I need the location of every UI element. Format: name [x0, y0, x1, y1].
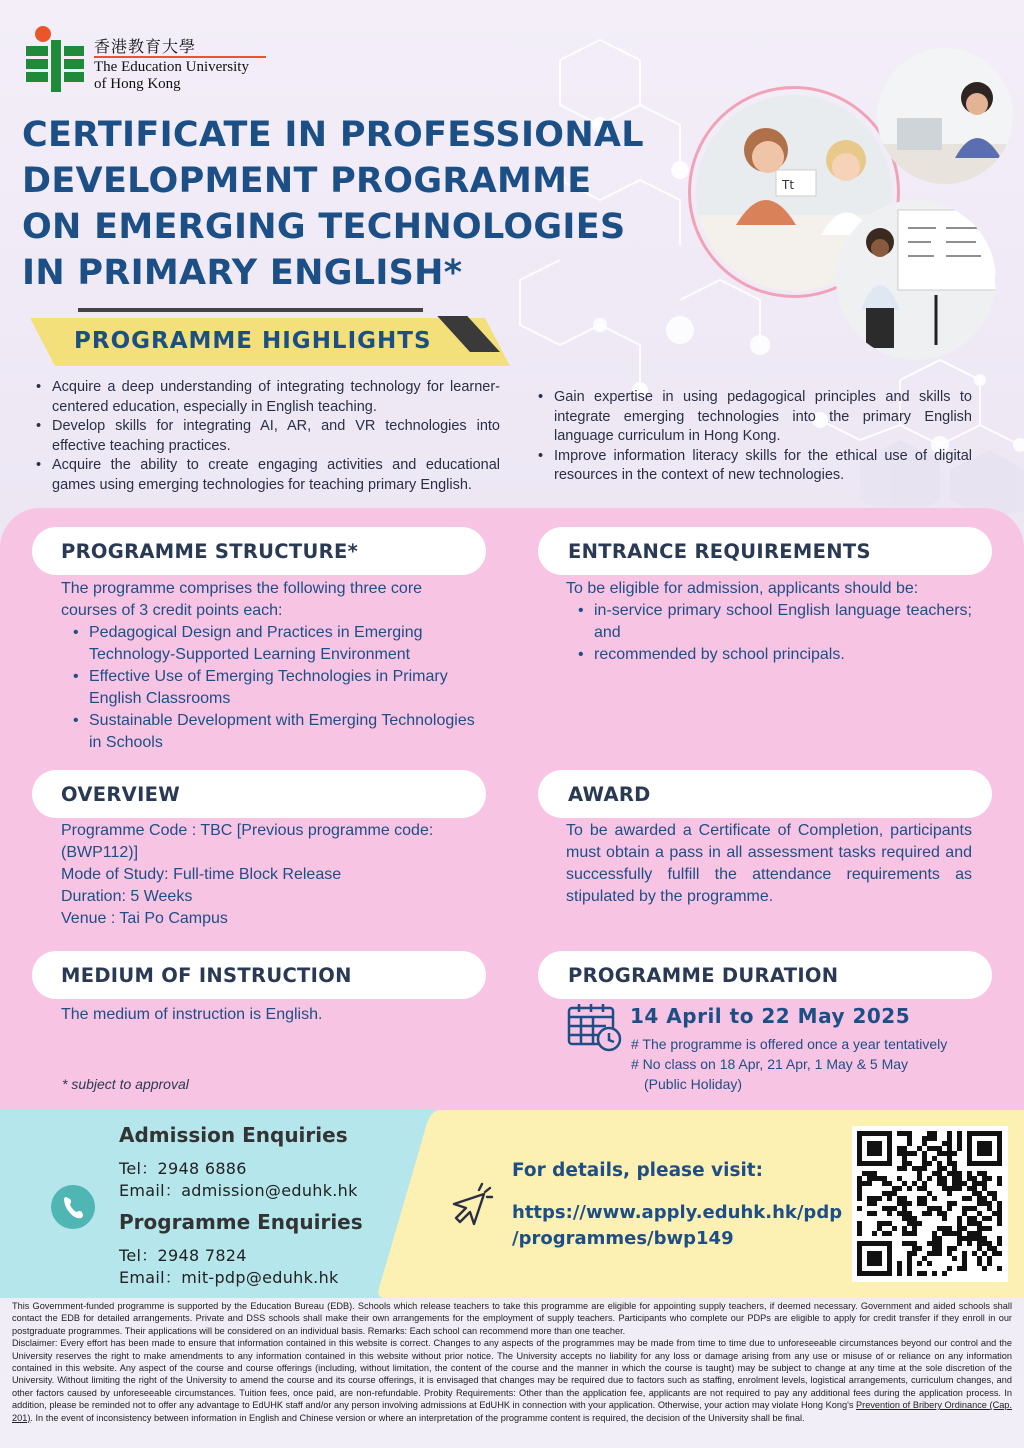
list-item: • Sustainable Development with Emerging Technologies in Schools	[61, 710, 481, 754]
title-line: ON EMERGING TECHNOLOGIES	[22, 207, 626, 247]
logo-chinese-name: 香港教育大學	[94, 37, 197, 56]
disclaimer-text: Disclaimer: Every effort has been made to ensure that information contained in this website is correct. Changes to any aspects of the programmes may be made from time to time due to unforeseeable circumstances beyond our control and the University reserves the right to make amendments to any information contained in this website without prior notice. The University accepts no liability for any loss or damage arising from any use or misuse of or reliance on any information contained in this website. Any aspect of the course and course offerings (including, without limitation, the content of the course and the manner in which the course is taught) may be subject to change at any time at the sole discretion of the University. Without limiting the right of the University to amend the course and its course offerings, it is envisaged that changes may be required due to factors such as staffing, enrolment levels, logistical arrangements, curriculum changes, and other factors caused by unforeseeable circumstances. Tuition fees, once paid, are non-refundable. Probity Requirements: Other than the application fee, applicants are not required to pay any additional fees during the application process. In addition, please be reminded not to offer any advantage to EdUHK staff and/or any person involving admissions at EdUHK in connection with your application. Otherwise, your action may violate Hong Kong's	[12, 1338, 1012, 1411]
programme-title	[22, 112, 672, 296]
disclaimer-tail: . In the event of inconsistency between information in English and Chinese version or where an interpretation of the programme content is required, the decision of the University shall be final.	[30, 1412, 805, 1423]
list-item: • Develop skills for integrating AI, AR, and VR technologies into effective teaching practices.	[32, 417, 500, 456]
logo-english-name-line2: of Hong Kong	[94, 76, 181, 92]
structure-heading: PROGRAMME STRUCTURE*	[61, 540, 359, 563]
admission-enquiries-heading: Admission Enquiries	[119, 1123, 348, 1147]
logo-divider	[94, 56, 266, 58]
structure-intro: The programme comprises the following three core courses of 3 credit points each:	[61, 580, 423, 619]
structure-body	[61, 578, 481, 754]
online-teacher-photo	[877, 48, 1013, 184]
eduhk-logo[interactable]	[24, 26, 264, 96]
medium-text: The medium of instruction is English.	[61, 1006, 323, 1023]
list-item: • Effective Use of Emerging Technologies in Primary English Classrooms	[61, 666, 481, 710]
phone-icon	[51, 1185, 95, 1229]
banner-accent-line	[78, 308, 423, 312]
entrance-heading: ENTRANCE REQUIREMENTS	[568, 540, 871, 563]
list-item: • recommended by school principals.	[566, 644, 972, 666]
programme-url-link[interactable]	[512, 1200, 842, 1252]
admission-email[interactable]: Email：admission@eduhk.hk	[119, 1181, 358, 1200]
list-item: • Acquire the ability to create engaging activities and educational games using emerging technologies for teaching primary English.	[32, 456, 500, 495]
entrance-list	[566, 600, 972, 666]
url-line: /programmes/bwp149	[512, 1228, 734, 1249]
list-item: • in-service primary school English language teachers; and	[566, 600, 972, 644]
list-item: • Improve information literacy skills for the ethical use of digital resources in the context of new technologies.	[534, 447, 972, 486]
programme-dates: 14 April to 22 May 2025	[630, 1004, 911, 1028]
logo-english-name-line1: The Education University	[94, 59, 249, 75]
duration-note-offered: # The programme is offered once a year tentatively	[631, 1036, 948, 1052]
bribery-ordinance-link[interactable]: Prevention of Bribery Ordinance (Cap. 201)	[12, 1400, 1012, 1423]
medium-heading: MEDIUM OF INSTRUCTION	[61, 964, 352, 987]
eduhk-logo-mark	[24, 26, 86, 92]
duration-note-holiday: (Public Holiday)	[644, 1076, 743, 1092]
classroom-teacher-photo	[836, 200, 996, 360]
title-line: DEVELOPMENT PROGRAMME	[22, 161, 592, 201]
svg-text:Tt: Tt	[782, 178, 795, 192]
award-heading: AWARD	[568, 783, 651, 806]
approval-note: * subject to approval	[62, 1076, 189, 1092]
programme-code: Programme Code : TBC [Previous programme code: (BWP112)]	[61, 822, 434, 861]
click-cursor-icon	[448, 1180, 496, 1228]
programme-phone[interactable]: Tel：2948 7824	[119, 1246, 247, 1265]
calendar-clock-icon	[566, 1002, 624, 1054]
programme-email[interactable]: Email：mit-pdp@eduhk.hk	[119, 1268, 339, 1287]
duration-text: Duration: 5 Weeks	[61, 888, 193, 905]
admission-phone[interactable]: Tel：2948 6886	[119, 1159, 247, 1178]
url-line: https://www.apply.eduhk.hk/pdp	[512, 1202, 843, 1223]
highlights-list-right	[534, 388, 972, 486]
courses-list	[61, 622, 481, 754]
visit-heading: For details, please visit:	[512, 1160, 764, 1181]
highlights-list-left	[32, 378, 500, 495]
list-item: • Pedagogical Design and Practices in Emerging Technology-Supported Learning Environment	[61, 622, 481, 666]
overview-heading: OVERVIEW	[61, 783, 181, 806]
title-line: CERTIFICATE IN PROFESSIONAL	[22, 115, 644, 155]
disclaimer	[12, 1300, 1012, 1424]
venue-text: Venue : Tai Po Campus	[61, 910, 228, 927]
title-line: IN PRIMARY ENGLISH*	[22, 253, 463, 293]
mode-of-study: Mode of Study: Full-time Block Release	[61, 866, 342, 883]
qr-code[interactable]	[852, 1126, 1008, 1282]
entrance-body	[566, 578, 972, 666]
duration-heading: PROGRAMME DURATION	[568, 964, 839, 987]
programme-enquiries-heading: Programme Enquiries	[119, 1210, 363, 1234]
overview-body	[61, 820, 461, 930]
entrance-intro: To be eligible for admission, applicants should be:	[566, 580, 919, 597]
duration-note-no-class: # No class on 18 Apr, 21 Apr, 1 May & 5 May	[631, 1056, 909, 1072]
highlights-heading: PROGRAMME HIGHLIGHTS	[74, 328, 432, 354]
list-item: • Gain expertise in using pedagogical principles and skills to integrate emerging technologies into the primary English language curriculum in Hong Kong.	[534, 388, 972, 447]
award-text: To be awarded a Certificate of Completion, participants must obtain a pass in all assessment tasks required and successfully fulfill the attendance requirements as stipulated by the programme.	[566, 822, 972, 905]
list-item: • Acquire a deep understanding of integrating technology for learner-centered education, especially in English teaching.	[32, 378, 500, 417]
funding-note: This Government-funded programme is supported by the Education Bureau (EDB). Schools which release teachers to take this programme are eligible for appointing supply teachers, if deemed necessary. Government and aided schools shall contact the EDB for detailed arrangements. Private and DSS schools shall make their own arrangements for the employment of supply teachers. Participants who complete our PDPs are eligible to apply for credit transfer if they enroll in our postgraduate programmes. Their applications will be considered on an individual basis. Remarks: Each school can recommend more than one teacher.	[12, 1301, 1012, 1336]
